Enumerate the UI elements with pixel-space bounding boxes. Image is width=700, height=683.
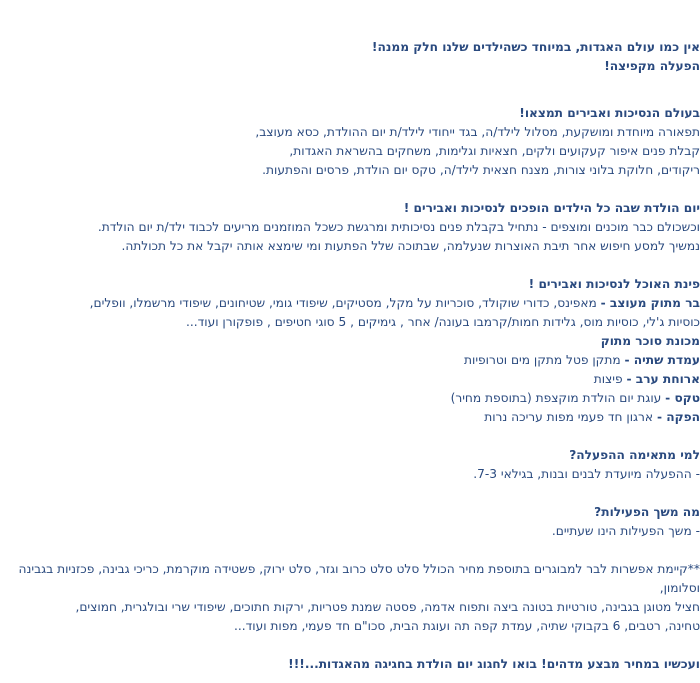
world-line-1: תפאורה מיוחדת ומושקעת, מסלול לילד/ה, בגד ייחודי לילד/ת יום ההולדת, כסא מעוצב, [255, 125, 700, 139]
cake-text: עוגת יום הולדת מוקצפת (בתוספת מחיר) [450, 391, 666, 405]
candy-bar-label: בר מתוק מעוצב - [600, 296, 700, 310]
adults-bar-line-2: חציל מטוגן בגבינה, טורטיות בטונה ביצה ותפוח אדמה, פסטה שמנת פטריות, ירקות חתוכים, שיפודי שרי ובולגרית, חמוצים, [75, 600, 700, 614]
audience-heading: למי מתאימה ההפעלה? [569, 448, 700, 462]
audience-text: - ההפעלה מיועדת לבנים ובנות, בגילאי 7-3. [473, 467, 700, 481]
supply-text: ארגון חד פעמי מפות עריכה נרות [484, 410, 657, 424]
drinks-label: עמדת שתיה - [624, 353, 700, 367]
world-line-2: קבלת פנים איפור קעקועים ולקים, חצאיות וגלימות, משחקים בהשראת האגדות, [289, 144, 700, 158]
dinner-line [0, 370, 700, 389]
cake-label: טקס - [665, 391, 700, 405]
closing-text: ועכשיו במחיר מבצע מדהים! בואו לחגוג יום הולדת בחגיגה מהאגדות...!!! [288, 657, 700, 671]
cake-line [0, 389, 700, 408]
intro-line-1: אין כמו עולם האגדות, במיוחד כשהילדים שלנו חלק ממנה! [371, 40, 700, 54]
candy-bar-text: מאפינס, כדורי שוקולד, סוכריות על מקל, מסטיקים, שיפודי גומי, שטיחונים, שיפודי מרשמלו, וופלים, [89, 296, 601, 310]
world-line-3: ריקודים, חלוקת בלוני צורות, מצנח חצאית לילד/ה, טקס יום הולדת, פרסים והפתעות. [262, 163, 700, 177]
supply-line [0, 408, 700, 427]
food-heading: פינת האוכל לנסיכות ואבירים ! [528, 277, 700, 291]
intro-line-2: הפעלה מקפיצה! [604, 59, 700, 73]
candy-bar-line-2: כוסיות ג'לי, כוסיות מוס, גלידות חמות/קרמבו בעונה/ אחר , גימיקים , 5 סוגי חטיפים , פופקורן ועוד... [185, 315, 700, 329]
event-description [0, 38, 700, 674]
birthday-line-1: וכשכולם כבר מוכנים ומוצפים - נתחיל בקבלת פנים נסיכותית ומרגשת כשכל המוזמנים מריעים לכבוד ילד/ת יום הולדת. [97, 220, 700, 234]
duration-heading: מה משך הפעילות? [594, 505, 700, 519]
cotton-candy: מכונת סוכר מתוק [600, 334, 700, 348]
dinner-text: פיצות [593, 372, 627, 386]
birthday-line-2: נמשיך למסע חיפוש אחר תיבת האוצרות שנעלמה, שבתוכה שלל הפתעות ומי שימצא אותה יקבל את כל תכולתה. [121, 239, 700, 253]
adults-bar-line-3: טחינה, רטבים, 6 בקבוקי שתיה, עמדת קפה תה ועוגת הבית, סכו"ם חד פעמי, מפות ועוד... [233, 619, 700, 633]
candy-bar-line-1 [0, 294, 700, 313]
drinks-text: מתקן פטל מתקן מים וטרופיות [463, 353, 625, 367]
world-heading: בעולם הנסיכות ואבירים תמצאו! [519, 106, 700, 120]
dinner-label: ארוחת ערב - [626, 372, 700, 386]
adults-bar-text: **קיימת אפשרות לבר למבוגרים בתוספת מחיר הכולל סלט סלט כרוב וגזר, סלט ירוק, פשטידה מוקרמת, כריכי גבינה, פכזניות בגבינה וסלומון, [18, 562, 700, 595]
supply-label: הפקה - [656, 410, 700, 424]
drinks-line [0, 351, 700, 370]
birthday-heading: יום הולדת שבה כל הילדים הופכים לנסיכות ואבירים ! [403, 201, 700, 215]
duration-text: - משך הפעילות הינו שעתיים. [551, 524, 700, 538]
